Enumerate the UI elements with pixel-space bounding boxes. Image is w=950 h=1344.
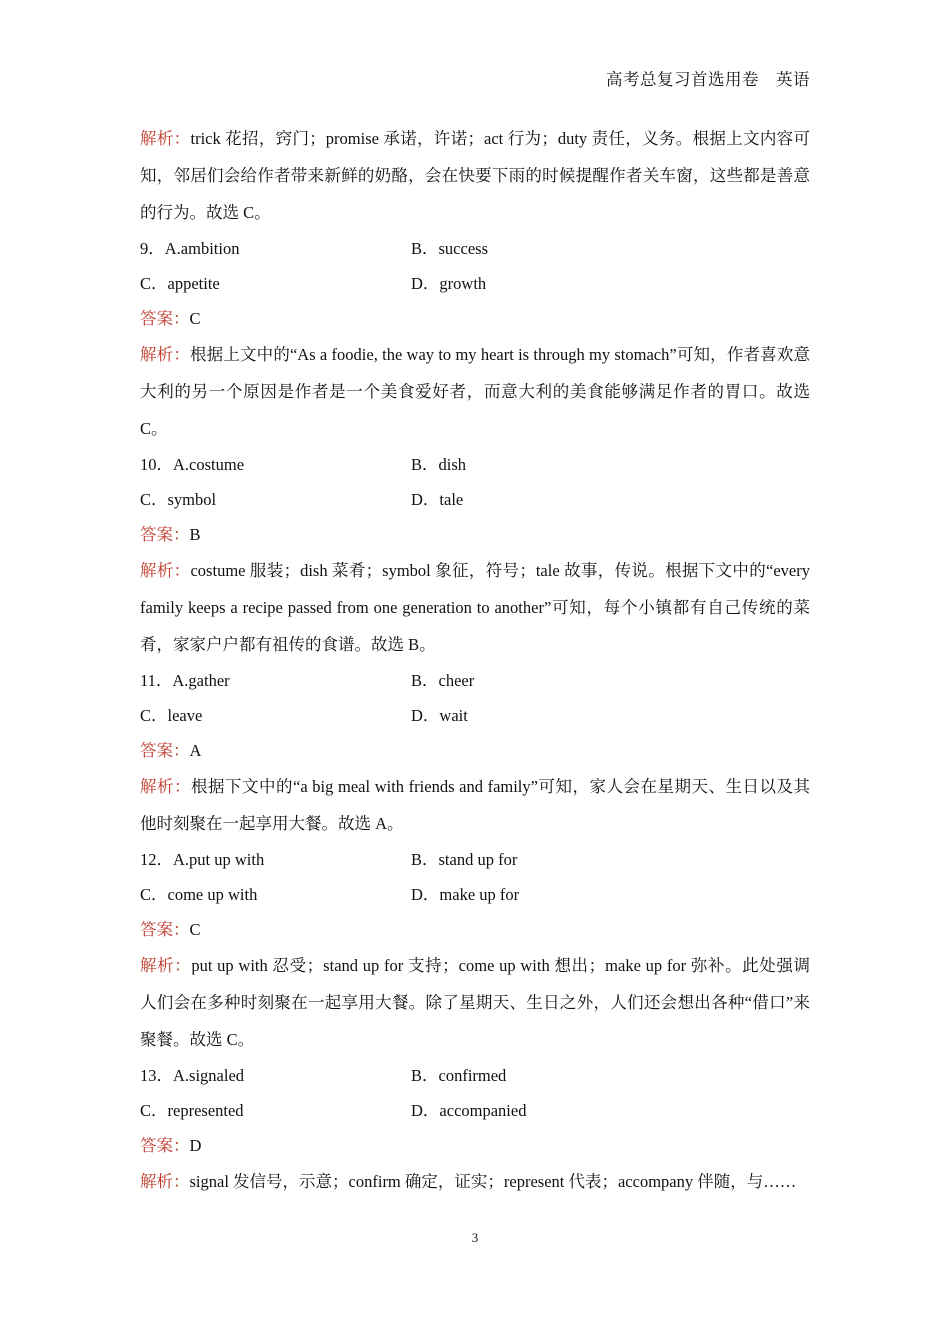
answer-text: A <box>189 741 202 760</box>
answer-line <box>140 912 810 947</box>
option-left: C．leave <box>140 706 203 725</box>
option-left: C．come up with <box>140 885 258 904</box>
page-number: 3 <box>471 1230 479 1245</box>
option-right: D．growth <box>411 274 487 293</box>
answer-label: 答案： <box>140 920 190 939</box>
option-right: D．accompanied <box>411 1101 527 1120</box>
option-row <box>140 482 810 517</box>
option-row <box>140 877 810 912</box>
explanation-paragraph <box>140 947 810 1058</box>
option-left: 12．A.put up with <box>140 850 265 869</box>
explanation-label: 解析： <box>140 129 191 148</box>
answer-line <box>140 1128 810 1163</box>
option-row <box>140 447 810 482</box>
answer-text: C <box>189 309 201 328</box>
option-left: 11．A.gather <box>140 671 230 690</box>
explanation-label: 解析： <box>140 561 191 580</box>
option-row <box>140 1093 810 1128</box>
explanation-label: 解析： <box>140 1172 190 1191</box>
answer-label: 答案： <box>140 1136 190 1155</box>
option-row <box>140 1058 810 1093</box>
explanation-paragraph <box>140 120 810 231</box>
explanation-text: 根据下文中的“a big meal with friends and family”可知，家人会在星期天、生日以及其他时刻聚在一起享用大餐。故选 A。 <box>140 777 811 833</box>
explanation-paragraph <box>140 336 810 447</box>
option-right: B．confirmed <box>411 1066 507 1085</box>
option-row <box>140 266 810 301</box>
option-left: 13．A.signaled <box>140 1066 245 1085</box>
explanation-label: 解析： <box>140 777 192 796</box>
explanation-label: 解析： <box>140 345 190 364</box>
option-right: B．cheer <box>411 671 475 690</box>
option-left: C．symbol <box>140 490 217 509</box>
answer-label: 答案： <box>140 525 190 544</box>
answer-label: 答案： <box>140 309 190 328</box>
answer-line <box>140 301 810 336</box>
explanation-paragraph <box>140 768 810 842</box>
explanation-text: put up with 忍受；stand up for 支持；come up with 想出；make up for 弥补。此处强调人们会在多种时刻聚在一起享用大餐。除了星期天、生日之外，人们还会想出各种“借口”来聚餐。故选 C。 <box>140 956 811 1049</box>
explanation-text: costume 服装；dish 菜肴；symbol 象征，符号；tale 故事，传说。根据下文中的“every family keeps a recipe passed from one generation to another”可知，每个小镇都有自己传统的菜肴，家家户户都有祖传的食谱。故选 B。 <box>140 561 810 654</box>
explanation-paragraph <box>140 1163 810 1200</box>
option-left: C．appetite <box>140 274 220 293</box>
explanation-text: signal 发信号，示意；confirm 确定，证实；represent 代表；accompany 伴随，与…… <box>189 1172 797 1191</box>
option-right: B．stand up for <box>411 850 518 869</box>
option-right: D．tale <box>411 490 464 509</box>
answer-label: 答案： <box>140 741 190 760</box>
answer-line <box>140 733 810 768</box>
answer-text: D <box>189 1136 202 1155</box>
explanation-label: 解析： <box>140 956 192 975</box>
option-right: D．wait <box>411 706 468 725</box>
explanation-text: trick 花招，窍门；promise 承诺，许诺；act 行为；duty 责任，义务。根据上文内容可知，邻居们会给作者带来新鲜的奶酪，会在快要下雨的时候提醒作者关车窗，这些都是善意的行为。故选 C。 <box>140 129 811 222</box>
explanation-text: 根据上文中的“As a foodie, the way to my heart is through my stomach”可知，作者喜欢意大利的另一个原因是作者是一个美食爱好者，而意大利的美食能够满足作者的胃口。故选 C。 <box>140 345 811 438</box>
option-left: C．represented <box>140 1101 244 1120</box>
explanation-paragraph <box>140 552 810 663</box>
option-row <box>140 842 810 877</box>
page-content <box>140 120 810 1200</box>
option-right: B．success <box>411 239 488 258</box>
option-row <box>140 698 810 733</box>
option-row <box>140 663 810 698</box>
option-left: 10．A.costume <box>140 455 245 474</box>
option-left: 9．A.ambition <box>140 239 240 258</box>
answer-line <box>140 517 810 552</box>
option-row <box>140 231 810 266</box>
option-right: D．make up for <box>411 885 520 904</box>
page-header: 高考总复习首选用卷 英语 <box>606 70 810 89</box>
answer-text: C <box>189 920 201 939</box>
option-right: B．dish <box>411 455 467 474</box>
answer-text: B <box>189 525 201 544</box>
